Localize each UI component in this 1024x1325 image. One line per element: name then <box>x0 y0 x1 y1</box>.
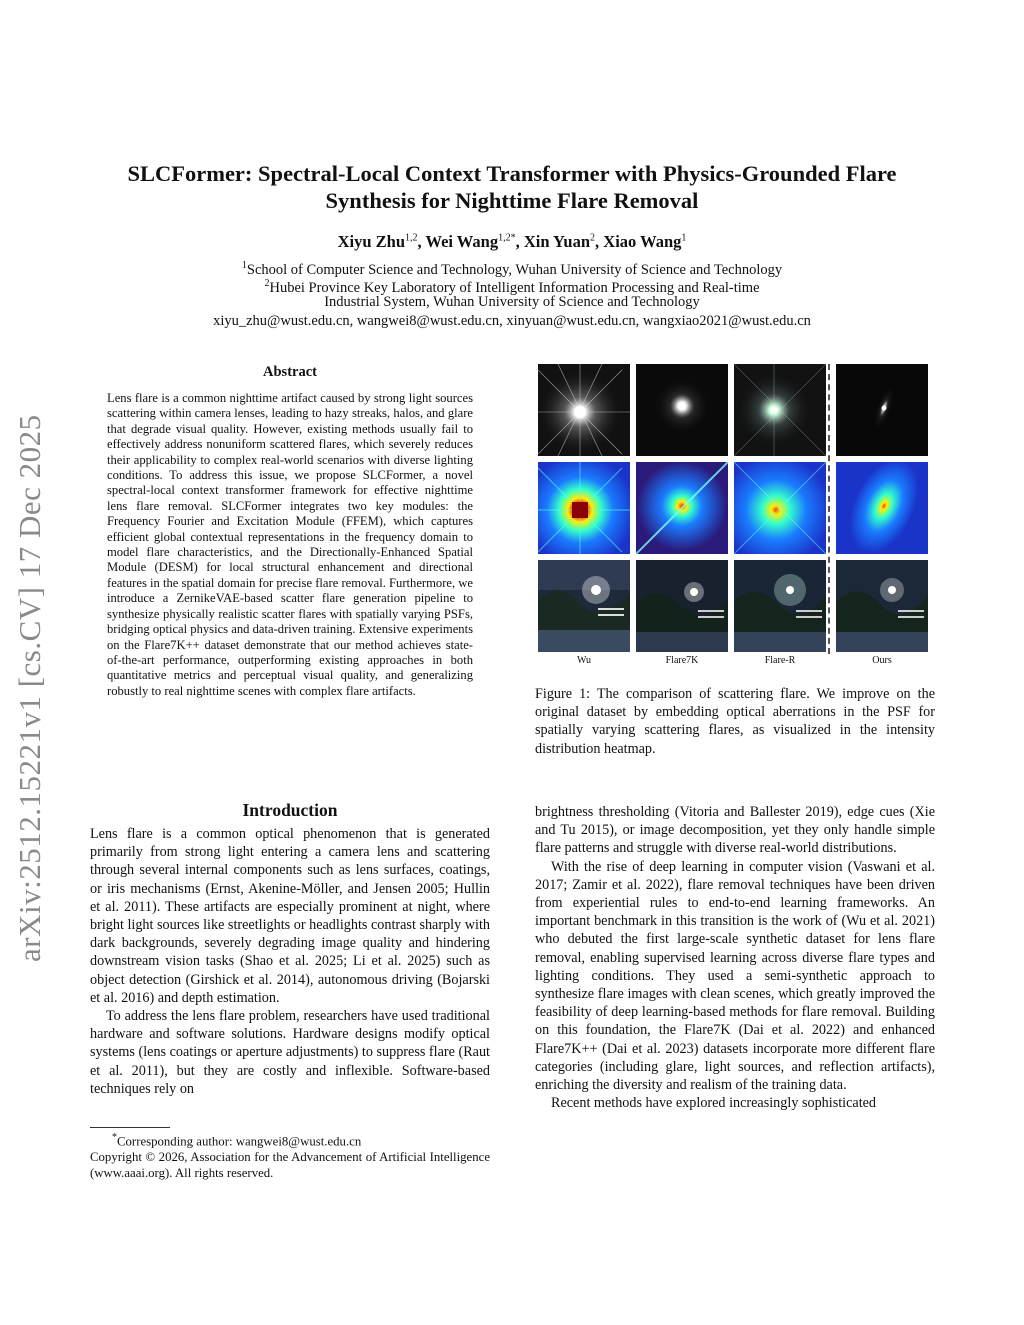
author-name: Xiyu Zhu <box>337 232 406 251</box>
figure-caption: Figure 1: The comparison of scattering flare. We improve on the original dataset by embedding optical aberrations in the PSF for spatially varying scattering flares, as visualized in the intensity distribution heatmap. <box>535 686 935 757</box>
flare-image-flare-r <box>734 364 826 456</box>
affiliation-2-cont: Industrial System, Wuhan University of Science and Technology <box>324 294 700 310</box>
heatmap-ours <box>836 462 928 554</box>
paragraph: brightness thresholding (Vitoria and Ballester 2019), edge cues (Xie and Tu 2015), or image decomposition, yet they only handle simple flare patterns and struggle with diverse real-world distributions. <box>535 804 935 857</box>
scene-ours <box>836 560 928 652</box>
flare-image-ours <box>836 364 928 456</box>
copyright-notice: Copyright © 2026, Association for the Advancement of Artificial Intelligence (www.aaai.org). All rights reserved. <box>90 1150 490 1181</box>
abstract-heading: Abstract <box>263 364 317 380</box>
abstract-text: Lens flare is a common nighttime artifact caused by strong light sources scattering within camera lenses, leading to hazy streaks, halos, and glare that degrade visual quality. However, existing methods usually fail to effectively address nonuniform scattered flares, which severely reduces their applicability to complex real-world scenarios with diverse lighting conditions. To address this issue, we propose SLCFormer, a novel spectral-local context transformer framework for effective nighttime lens flare removal. SLCFormer integrates two key modules: the Frequency Fourier and Excitation Module (FFEM), which captures efficient global contextual representations in the frequency domain to model flare characteristics, and the Directionally-Enhanced Spatial Module (DESM) for local structural enhancement and directional features in the spatial domain for precise flare removal. Furthermore, we introduce a ZernikeVAE-based scatter flare generation pipeline to synthesize physically realistic scatter flares with spatially varying PSFs, bridging optical physics and data-driven training. Extensive experiments on the Flare7K++ dataset demonstrate that our method achieves state-of-the-art performance, outperforming existing approaches in both quantitative metrics and perceptual visual quality, and generalizing robustly to real nighttime scenes with complex flare artifacts. <box>107 391 473 698</box>
scene-wu <box>538 560 630 652</box>
author-emails: xiyu_zhu@wust.edu.cn, wangwei8@wust.edu.cn, xinyuan@wust.edu.cn, wangxiao2021@wust.edu.cn <box>213 313 811 329</box>
heatmap-flare-r <box>734 462 826 554</box>
corresponding-author-note: *Corresponding author: wangwei8@wust.edu.cn <box>112 1132 362 1149</box>
figure-label-ours: Ours <box>872 655 892 666</box>
flare-image-flare7k <box>636 364 728 456</box>
figure-label-flare-r: Flare-R <box>764 655 796 666</box>
scene-flare-r <box>734 560 826 652</box>
author-name: Xiao Wang <box>603 232 682 251</box>
introduction-heading: Introduction <box>242 800 338 820</box>
footnote <box>90 1130 490 1181</box>
paragraph: To address the lens flare problem, researchers have used traditional hardware and software solutions. Hardware designs modify optical systems (lens coatings or aperture adjustments) to suppress flare (Raut et al. 2011), but they are costly and inflexible. Software-based techniques rely on <box>90 1008 490 1097</box>
author-name: Xin Yuan <box>523 232 591 251</box>
footnote-rule <box>90 1127 170 1128</box>
paper-title: SLCFormer: Spectral-Local Context Transformer with Physics-Grounded Flare Synthesis for Nighttime Flare Removal <box>127 161 897 213</box>
heatmap-wu <box>538 462 630 554</box>
author-list: Xiyu Zhu$^{1,2}$, Wei Wang$^{1,2*}$, Xin Yuan$^2$, Xiao Wang$^1$ <box>337 232 687 251</box>
figure-label-wu: Wu <box>576 655 592 666</box>
figure-label-flare7k: Flare7K <box>665 655 699 666</box>
introduction-right-column <box>535 803 935 1112</box>
paragraph: With the rise of deep learning in computer vision (Vaswani et al. 2017; Zamir et al. 2022), flare removal techniques have been driven from experiential rules to end-to-end learning frameworks. An important benchmark in this transition is the work of (Wu et al. 2021) who debuted the first large-scale synthetic dataset for lens flare removal, enabling supervised learning across diverse flare types and lighting conditions. They used a semi-synthetic approach to synthesize flare images with clean scenes, which greatly improved the feasibility of deep learning-based methods for flare removal. Building on this foundation, the Flare7K (Dai et al. 2022) and enhanced Flare7K++ (Dai et al. 2023) datasets incorporate more different flare categories (including glare, light sources, and reflection artifacts), enriching the diversity and realism of the training data. <box>535 858 935 1094</box>
flare-image-wu <box>538 364 630 456</box>
introduction-left-column <box>90 825 490 1098</box>
figure-divider <box>828 364 830 654</box>
author-name: Wei Wang <box>425 232 499 251</box>
scene-flare7k <box>636 560 728 652</box>
paragraph: Recent methods have explored increasingly sophisticated <box>551 1095 877 1112</box>
arxiv-identifier: arXiv:2512.15221v1 [cs.CV] 17 Dec 2025 <box>12 414 47 962</box>
paragraph: Lens flare is a common optical phenomenon that is generated primarily from strong light entering a camera lens and scattering through several internal components such as lens surfaces, coatings, or iris mechanisms (Ernst, Akenine-Möller, and Jensen 2005; Hullin et al. 2011). These artifacts are especially prominent at night, where bright light sources like streetlights or headlights contrast sharply with dark backgrounds, severely degrading image quality and hindering downstream vision tasks (Shao et al. 2025; Li et al. 2025) such as object detection (Girshick et al. 2014), autonomous driving (Bojarski et al. 2016) and depth estimation. <box>90 826 490 1006</box>
figure-1 <box>538 364 932 670</box>
heatmap-flare7k <box>636 462 728 554</box>
affiliation-2: $^2$Hubei Province Key Laboratory of Intelligent Information Processing and Real-time <box>264 278 760 296</box>
affiliation-1: $^1$School of Computer Science and Technology, Wuhan University of Science and Technology <box>241 260 783 278</box>
